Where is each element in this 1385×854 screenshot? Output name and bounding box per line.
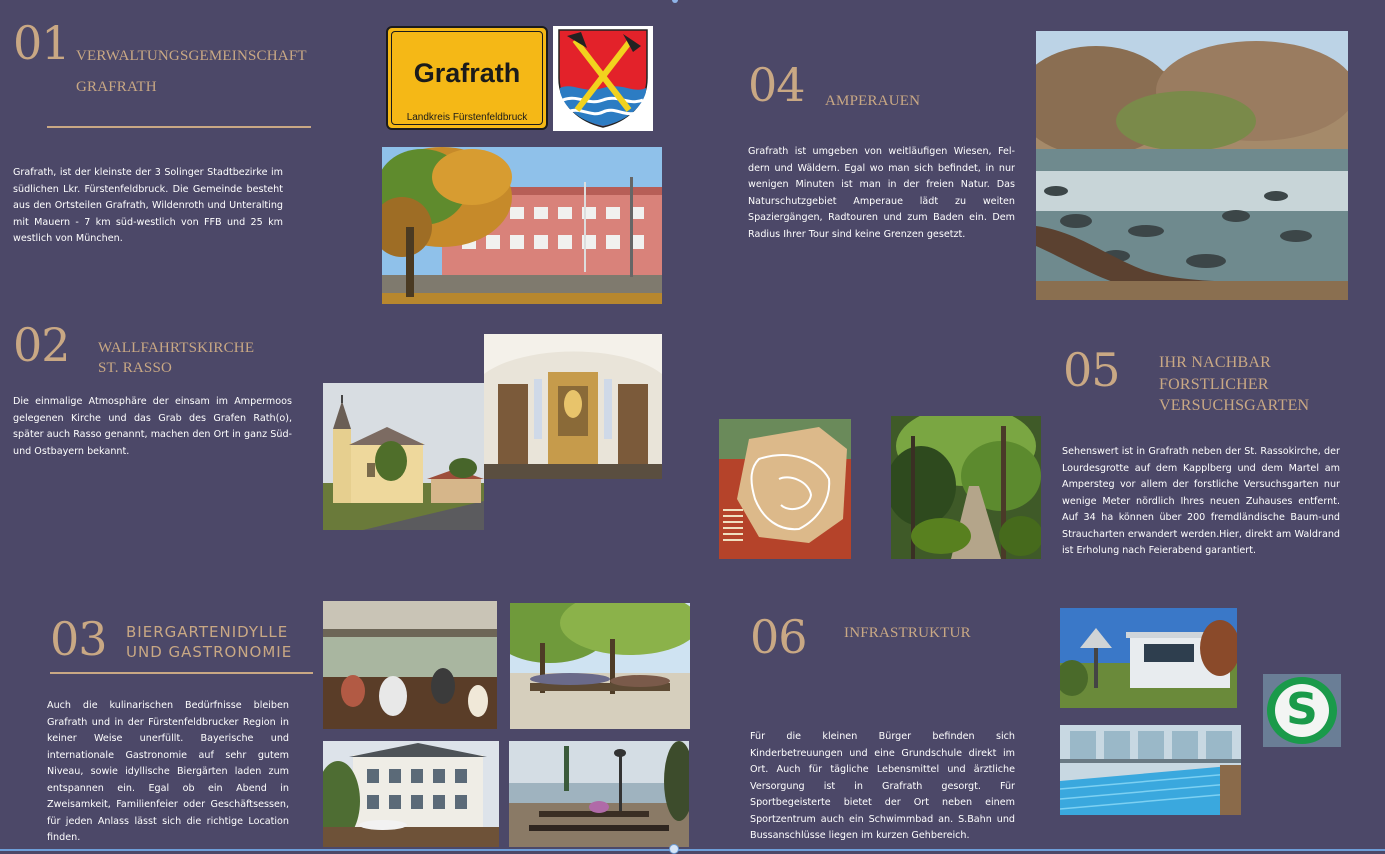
arboretum-map-image	[719, 419, 851, 559]
section-divider	[50, 672, 313, 674]
church-interior-photo	[484, 334, 662, 479]
section-divider	[47, 126, 311, 128]
section-number-02: 02	[13, 318, 70, 372]
lakeside-terrace-photo	[509, 741, 689, 847]
town-sign	[386, 26, 548, 130]
town-sign-district: Landkreis Fürstenfeldbruck	[406, 112, 528, 123]
section-heading-05	[1159, 352, 1309, 417]
section-heading-02	[98, 338, 254, 379]
heading-line: GRAFRATH	[76, 79, 157, 96]
coat-of-arms-icon	[553, 26, 653, 131]
heading-line: INFRASTRUKTUR	[844, 625, 971, 641]
heading-line: IHR NACHBAR	[1159, 354, 1271, 371]
section-body-04: Grafrath ist umgeben von weitläufigen Wiesen, Fel-dern und Wäldern. Egal wo man sich befindet, in nur wenigen Minuten ist man in der freien Natur. Das Naturschutzgebiet Amperaue lädt zu weiten Spaziergängen, Radtouren und zum Baden ein. Dem Radius Ihrer Tour sind keine Grenzen gesetzt.	[748, 146, 1015, 240]
section-body-01: Grafrath, ist der kleinste der 3 Solinger Stadtbezirke im südlichen Lkr. Fürstenfeldbruck. Die Gemeinde besteht aus den Ortsteilen Grafrath, Wildenroth und Unteralting mit Mauern - 7 km süd-westlich von FFB und 25 km westlich von München.	[13, 167, 283, 244]
restaurant-building-photo	[323, 741, 499, 847]
school-building-photo	[1060, 608, 1237, 708]
heading-line: FORSTLICHER	[1159, 375, 1269, 393]
heading-line: AMPERAUEN	[825, 93, 921, 109]
section-heading-06	[844, 623, 971, 643]
section-heading-01	[76, 46, 307, 98]
section-number-04: 04	[748, 58, 805, 112]
section-number-05: 05	[1063, 343, 1120, 397]
heading-line: WALLFAHRTSKIRCHE	[98, 340, 255, 356]
section-body-02: Die einmalige Atmosphäre der einsam im Ampermoos gelegenen Kirche und das Grab des Grafen Rath(o), später auch Rasso genannt, machen den Ort in ganz Süd- und Ostbayern bekannt.	[13, 396, 292, 457]
section-heading-03	[126, 622, 292, 663]
forest-path-photo	[891, 416, 1041, 559]
section-heading-04	[825, 91, 920, 111]
sbahn-logo-image	[1263, 674, 1341, 747]
restaurant-interior-photo	[323, 601, 497, 729]
page-marker-top	[672, 0, 678, 3]
swimming-pool-photo	[1060, 725, 1241, 815]
sbahn-letter: S	[1286, 684, 1318, 735]
church-exterior-photo	[323, 383, 484, 530]
river-amper-photo	[1036, 31, 1348, 300]
page-resize-handle[interactable]	[669, 844, 679, 854]
heading-line: UND GASTRONOMIE	[126, 643, 293, 662]
heading-line: VERSUCHSGARTEN	[1159, 397, 1310, 415]
section-number-01: 01	[13, 16, 70, 70]
heading-line: VERWALTUNGSGEMEINSCHAFT	[76, 48, 307, 64]
page-boundary-line	[0, 849, 1385, 851]
beer-garden-photo	[510, 603, 690, 729]
section-body-06: Für die kleinen Bürger befinden sich Kinderbetreuungen und eine Grundschule direkt im Ort. Auch für tägliche Lebensmittel und ärztliche Versorgung ist in Grafrath gesorgt. Für Sportbegeisterte bietet der Ort neben einem Sportzentrum auch ein Schwimmbad an. S.Bahn und Bussanschlüsse liegen im kurzen Gehbereich.	[750, 731, 1015, 841]
town-sign-name: Grafrath	[413, 58, 521, 88]
heading-line: ST. RASSO	[98, 360, 173, 377]
section-body-03: Auch die kulinarischen Bedürfnisse bleiben Grafrath und in der Fürstenfeldbrucker Region in keiner Weise unerfüllt. Bayerische und internationale Gastronomie auf sehr gutem Niveau, sowie idyllische Biergärten laden zum entspannen ein. Egal ob ein Abend in Zweisamkeit, Familienfeier oder Geschäftsessen, für jeden Anlass lässt sich die richtige Location finden.	[47, 700, 289, 843]
section-number-03: 03	[50, 612, 107, 666]
heading-line: BIERGARTENIDYLLE	[126, 623, 289, 641]
section-number-06: 06	[750, 610, 807, 664]
coat-of-arms-image	[553, 26, 653, 131]
section-body-05: Sehenswert ist in Grafrath neben der St. Rassokirche, der Lourdesgrotte auf dem Kapplberg und dem Martel am Ampersteg vor allem der forstliche Versuchsgarten nur wenige Meter nördlich Ihres neuen Zuhauses entfernt. Auf 34 ha können über 200 fremdländische Baum-und Straucharten erwandert werden.Hier, direkt am Waldrand ist Erholung nach Feierabend garantiert.	[1062, 446, 1340, 556]
town-hall-photo	[382, 147, 662, 304]
